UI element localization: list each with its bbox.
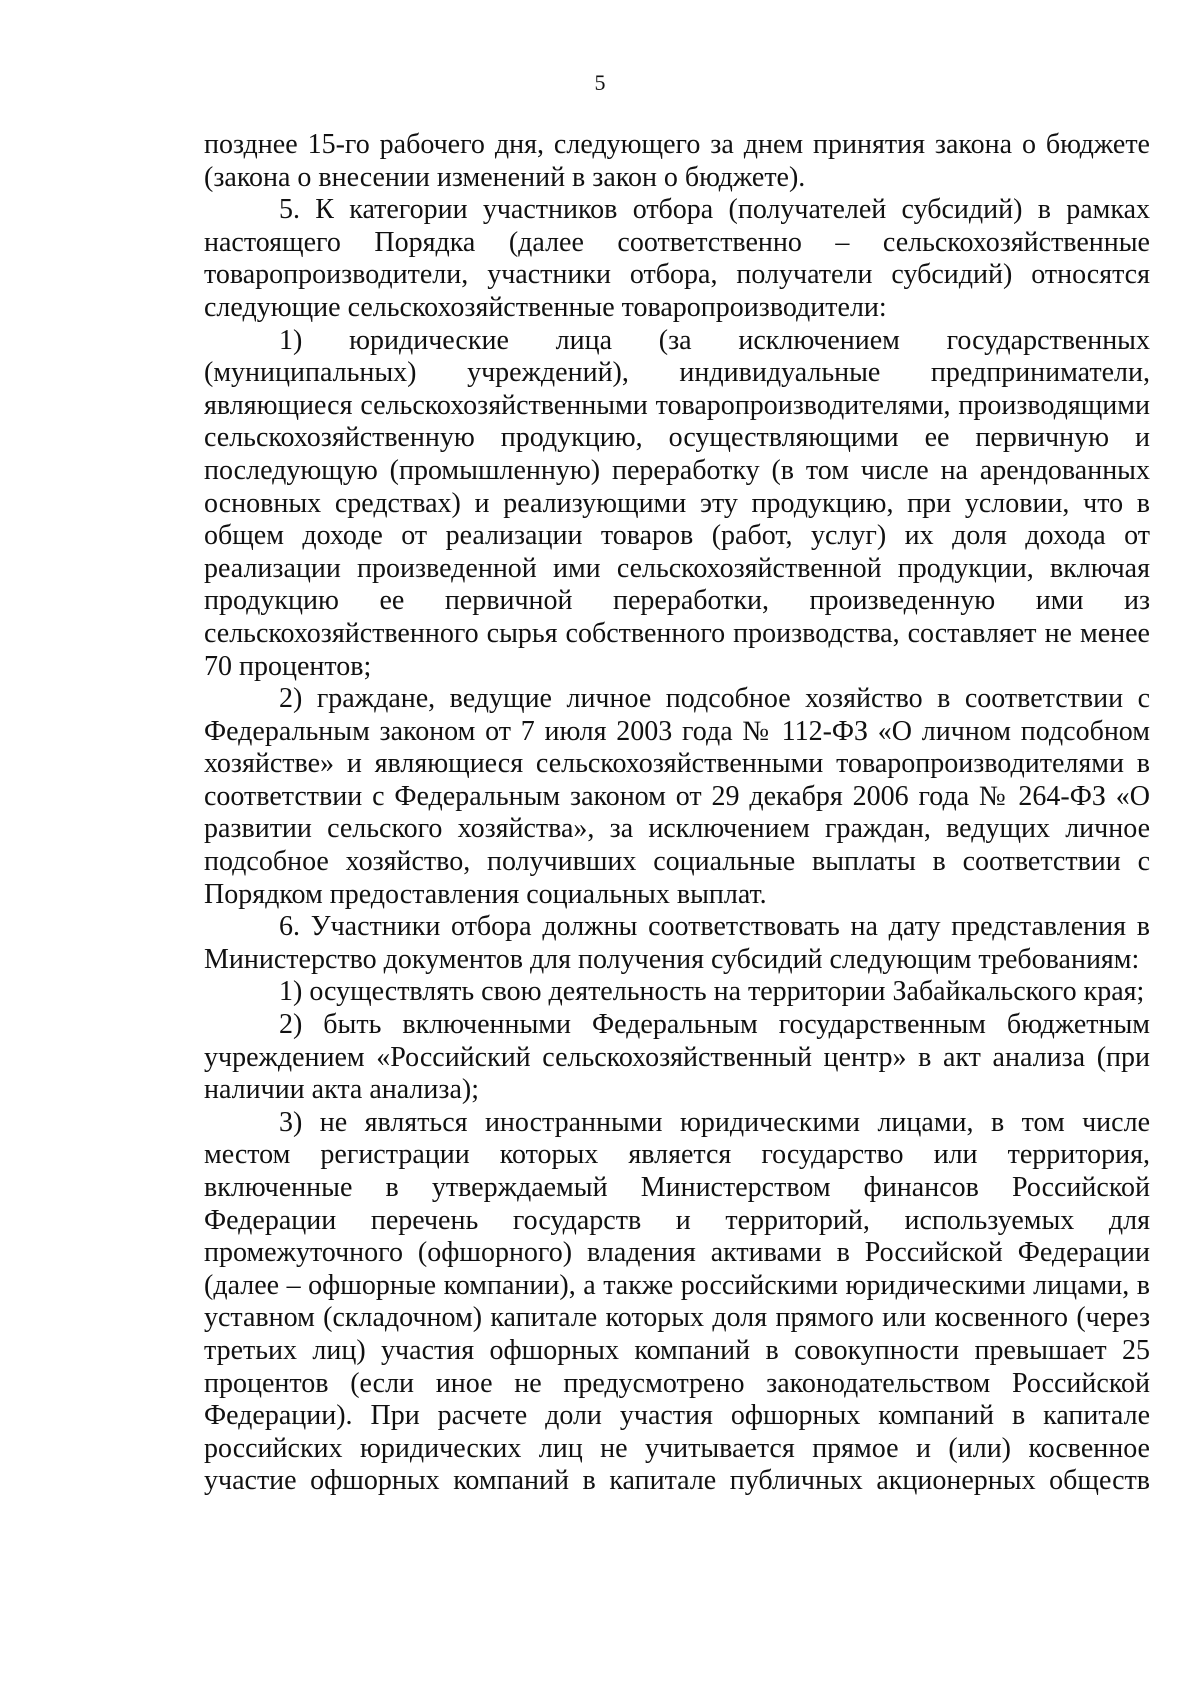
paragraph-subitem-6-2: 2) быть включенными Федеральным государственным бюджетным учреждением «Российский сельскохозяйственный центр» в акт анализа (при наличии акта анализа); <box>204 1009 1150 1106</box>
paragraph-item-5: 5. К категории участников отбора (получателей субсидий) в рамках настоящего Порядка (далее соответственно – сельскохозяйственные товаропроизводители, участники отбора, получатели субсидий) относятся следующие сельскохозяйственные товаропроизводители: <box>204 194 1150 323</box>
paragraph-subitem-5-2: 2) граждане, ведущие личное подсобное хозяйство в соответствии с Федеральным законом от 7 июля 2003 года № 112-ФЗ «О личном подсобном хозяйстве» и являющиеся сельскохозяйственными товаропроизводителями в соответствии с Федеральным законом от 29 декабря 2006 года № 264-ФЗ «О развитии сельского хозяйства», за исключением граждан, ведущих личное подсобное хозяйство, получивших социальные выплаты в соответствии с Порядком предоставления социальных выплат. <box>204 683 1150 910</box>
paragraph-subitem-6-1: 1) осуществлять свою деятельность на территории Забайкальского края; <box>279 976 1145 1008</box>
document-body <box>204 129 1150 1498</box>
paragraph-item-6: 6. Участники отбора должны соответствовать на дату представления в Министерство документов для получения субсидий следующим требованиям: <box>204 911 1150 975</box>
paragraph-subitem-5-1: 1) юридические лица (за исключением государственных (муниципальных) учреждений), индивидуальные предприниматели, являющиеся сельскохозяйственными товаропроизводителями, производящими сельскохозяйственную продукцию, осуществляющими ее первичную и последующую (промышленную) переработку (в том числе на арендованных основных средствах) и реализующими эту продукцию, при условии, что в общем доходе от реализации товаров (работ, услуг) их доля дохода от реализации произведенной ими сельскохозяйственной продукции, включая продукцию ее первичной переработки, произведенную ими из сельскохозяйственного сырья собственного производства, составляет не менее 70 процентов; <box>204 324 1150 682</box>
page-number: 5 <box>594 70 606 95</box>
paragraph-continuation: позднее 15-го рабочего дня, следующего за днем принятия закона о бюджете (закона о внесении изменений в закон о бюджете). <box>204 129 1150 193</box>
paragraph-subitem-6-3: 3) не являться иностранными юридическими лицами, в том числе местом регистрации которых является государство или территория, включенные в утверждаемый Министерством финансов Российской Федерации перечень государств и территорий, используемых для промежуточного (офшорного) владения активами в Российской Федерации (далее – офшорные компании), а также российскими юридическими лицами, в уставном (складочном) капитале которых доля прямого или косвенного (через третьих лиц) участия офшорных компаний в совокупности превышает 25 процентов (если иное не предусмотрено законодательством Российской Федерации). При расчете доли участия офшорных компаний в капитале российских юридических лиц не учитывается прямое и (или) косвенное участие офшорных компаний в капитале публичных акционерных обществ <box>204 1106 1150 1497</box>
